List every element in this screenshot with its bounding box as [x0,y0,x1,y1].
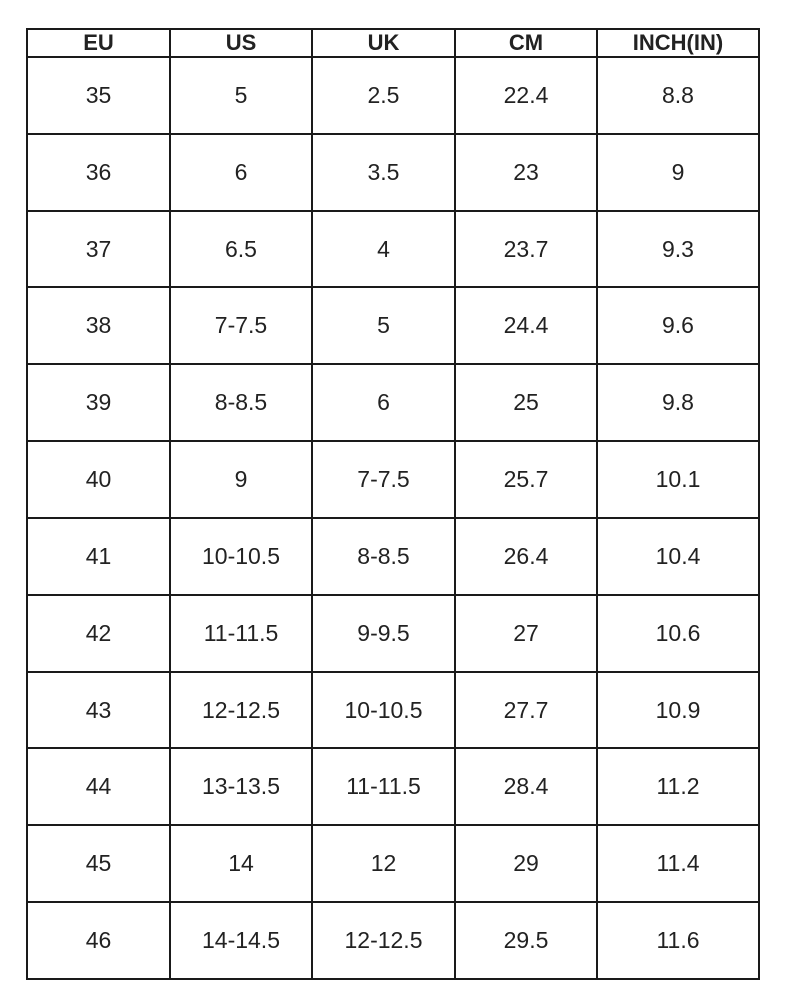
cell-us: 8-8.5 [170,364,312,441]
table-row [27,441,759,518]
cell-uk: 2.5 [312,57,455,134]
cell-inch: 10.1 [597,441,759,518]
cell-cm: 29.5 [455,902,597,979]
cell-inch: 9.6 [597,287,759,364]
cell-uk: 12-12.5 [312,902,455,979]
cell-us: 13-13.5 [170,748,312,825]
cell-cm: 23 [455,134,597,211]
cell-inch: 11.2 [597,748,759,825]
cell-eu: 38 [27,287,170,364]
cell-cm: 22.4 [455,57,597,134]
table-row [27,57,759,134]
table-row [27,134,759,211]
cell-cm: 29 [455,825,597,902]
cell-inch: 9 [597,134,759,211]
cell-eu: 44 [27,748,170,825]
cell-uk: 8-8.5 [312,518,455,595]
table-header-row [27,29,759,57]
cell-uk: 12 [312,825,455,902]
cell-eu: 36 [27,134,170,211]
cell-uk: 4 [312,211,455,288]
cell-us: 10-10.5 [170,518,312,595]
cell-cm: 24.4 [455,287,597,364]
cell-inch: 11.6 [597,902,759,979]
cell-inch: 9.8 [597,364,759,441]
header-inch: INCH(IN) [597,29,759,57]
cell-uk: 11-11.5 [312,748,455,825]
cell-eu: 35 [27,57,170,134]
table-row [27,595,759,672]
header-cm: CM [455,29,597,57]
cell-us: 14 [170,825,312,902]
cell-cm: 23.7 [455,211,597,288]
table-row [27,518,759,595]
table-row [27,287,759,364]
cell-cm: 28.4 [455,748,597,825]
cell-cm: 27.7 [455,672,597,749]
cell-eu: 42 [27,595,170,672]
cell-uk: 5 [312,287,455,364]
cell-eu: 45 [27,825,170,902]
cell-eu: 39 [27,364,170,441]
cell-eu: 46 [27,902,170,979]
cell-inch: 10.4 [597,518,759,595]
cell-uk: 7-7.5 [312,441,455,518]
cell-uk: 6 [312,364,455,441]
cell-cm: 26.4 [455,518,597,595]
cell-inch: 10.6 [597,595,759,672]
cell-uk: 3.5 [312,134,455,211]
cell-cm: 25 [455,364,597,441]
table-row [27,748,759,825]
cell-inch: 9.3 [597,211,759,288]
cell-eu: 37 [27,211,170,288]
table-body [27,57,759,979]
cell-inch: 8.8 [597,57,759,134]
table-row [27,825,759,902]
cell-inch: 11.4 [597,825,759,902]
header-uk: UK [312,29,455,57]
cell-eu: 43 [27,672,170,749]
header-eu: EU [27,29,170,57]
cell-us: 14-14.5 [170,902,312,979]
cell-us: 7-7.5 [170,287,312,364]
cell-us: 6 [170,134,312,211]
cell-us: 12-12.5 [170,672,312,749]
size-chart-table [26,28,760,980]
table-row [27,902,759,979]
cell-eu: 40 [27,441,170,518]
cell-cm: 25.7 [455,441,597,518]
cell-eu: 41 [27,518,170,595]
cell-us: 5 [170,57,312,134]
cell-us: 6.5 [170,211,312,288]
table-row [27,672,759,749]
table-row [27,211,759,288]
header-us: US [170,29,312,57]
cell-us: 9 [170,441,312,518]
cell-cm: 27 [455,595,597,672]
cell-inch: 10.9 [597,672,759,749]
cell-uk: 10-10.5 [312,672,455,749]
cell-uk: 9-9.5 [312,595,455,672]
table-row [27,364,759,441]
cell-us: 11-11.5 [170,595,312,672]
